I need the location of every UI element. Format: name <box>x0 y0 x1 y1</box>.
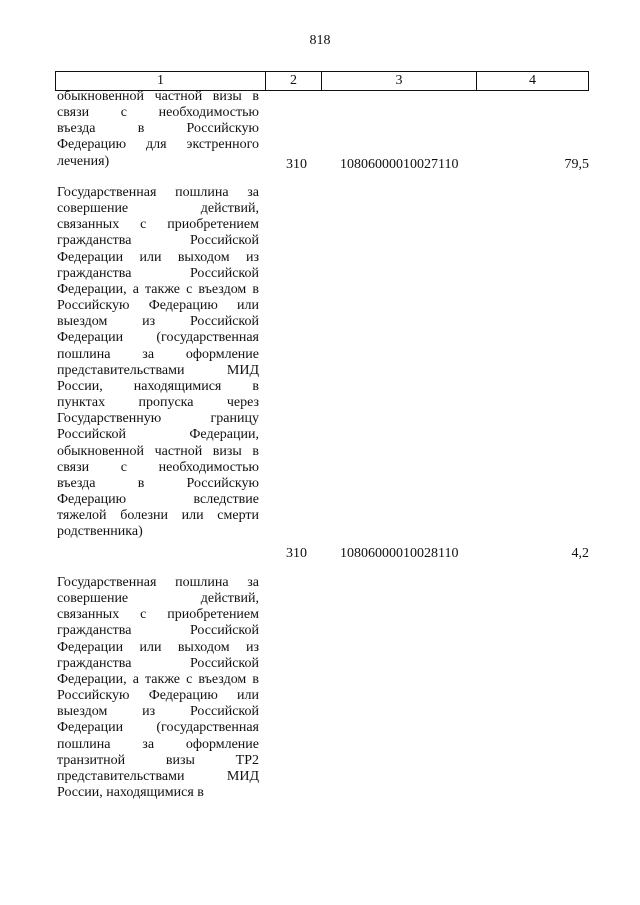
row-code: 310 <box>286 157 307 172</box>
description-line: пошлина за оформление <box>57 346 259 362</box>
description-line: Федерации, а также с въездом в <box>57 671 259 687</box>
description-line: Российскую Федерацию или <box>57 688 259 704</box>
row-kbk: 10806000010028110 <box>340 546 459 561</box>
description-line: представительствами МИД <box>57 362 259 378</box>
description-line: въезда в Российскую <box>57 121 259 137</box>
header-col-2: 2 <box>266 72 322 90</box>
description-line: Федерации или выходом из <box>57 249 259 265</box>
description-line: Федерации (государственная <box>57 330 259 346</box>
description-line: Российскую Федерацию или <box>57 298 259 314</box>
description-line: Федерацию вследствие <box>57 491 259 507</box>
description-line: России, находящимися в <box>57 378 259 394</box>
row-code: 310 <box>286 546 307 561</box>
row-description <box>57 575 259 801</box>
row-description <box>57 185 259 540</box>
page-number: 818 <box>309 33 331 48</box>
description-line: родственника) <box>57 524 143 540</box>
description-line: гражданства Российской <box>57 265 259 281</box>
description-line: обыкновенной частной визы в <box>57 89 259 104</box>
table-header <box>55 71 589 91</box>
description-line: гражданства Российской <box>57 623 259 639</box>
description-line: обыкновенной частной визы в <box>57 443 259 459</box>
row-amount: 4,2 <box>571 546 589 561</box>
description-line: России, находящимися в <box>57 785 204 801</box>
description-line: связи с необходимостью <box>57 105 259 121</box>
description-line: совершение действий, <box>57 201 259 217</box>
description-line: тяжелой болезни или смерти <box>57 508 259 524</box>
row-kbk: 10806000010027110 <box>340 157 459 172</box>
description-line: представительствами МИД <box>57 768 259 784</box>
description-line: пошлина за оформление <box>57 736 259 752</box>
header-col-4: 4 <box>529 73 536 88</box>
description-line: гражданства Российской <box>57 655 259 671</box>
description-line: въезда в Российскую <box>57 475 259 491</box>
header-col-1: 1 <box>56 72 266 90</box>
description-line: гражданства Российской <box>57 233 259 249</box>
description-line: лечения) <box>57 153 110 169</box>
description-line: Федерации (государственная <box>57 720 259 736</box>
row-description <box>57 89 259 170</box>
description-line: связанных с приобретением <box>57 607 259 623</box>
description-line: транзитной визы ТР2 <box>57 752 259 768</box>
header-col-3: 3 <box>322 72 477 90</box>
description-line: совершение действий, <box>57 591 259 607</box>
row-amount: 79,5 <box>564 157 589 172</box>
description-line: Государственная пошлина за <box>57 575 259 590</box>
description-line: выездом из Российской <box>57 704 259 720</box>
description-line: связанных с приобретением <box>57 217 259 233</box>
description-line: Федерации или выходом из <box>57 639 259 655</box>
description-line: пунктах пропуска через <box>57 395 259 411</box>
description-line: Государственную границу <box>57 411 259 427</box>
description-line: выездом из Российской <box>57 314 259 330</box>
description-line: Государственная пошлина за <box>57 185 259 200</box>
description-line: Федерации, а также с въездом в <box>57 281 259 297</box>
description-line: Федерацию для экстренного <box>57 137 259 153</box>
description-line: связи с необходимостью <box>57 459 259 475</box>
description-line: Российской Федерации, <box>57 427 259 443</box>
